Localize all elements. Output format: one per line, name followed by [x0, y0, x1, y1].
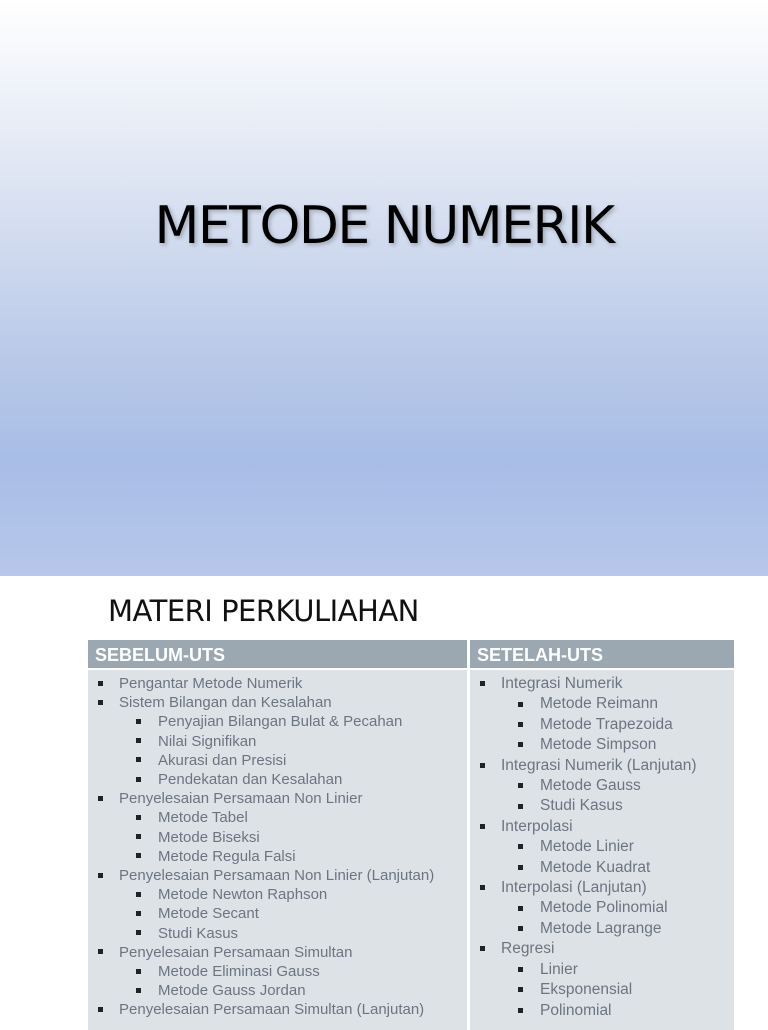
list-item: Eksponensial — [470, 980, 734, 1000]
list-item: Studi Kasus — [470, 796, 734, 816]
list-item: Metode Trapezoida — [470, 715, 734, 735]
after-uts-header: SETELAH-UTS — [470, 640, 734, 670]
after-uts-body — [470, 670, 734, 1030]
before-uts-column — [88, 640, 467, 1030]
list-item: Penyelesaian Persamaan Simultan — [88, 943, 467, 962]
list-item: Metode Reimann — [470, 694, 734, 714]
list-item: Studi Kasus — [88, 924, 467, 943]
list-item: Metode Tabel — [88, 808, 467, 827]
list-item: Pendekatan dan Kesalahan — [88, 770, 467, 789]
content-slide — [0, 576, 768, 1024]
list-item: Polinomial — [470, 1001, 734, 1021]
list-item: Penyajian Bilangan Bulat & Pecahan — [88, 712, 467, 731]
list-item: Metode Gauss — [470, 776, 734, 796]
before-uts-header: SEBELUM-UTS — [88, 640, 467, 670]
list-item: Interpolasi — [470, 817, 734, 837]
syllabus-table — [88, 640, 734, 1030]
list-item: Integrasi Numerik (Lanjutan) — [470, 756, 734, 776]
list-item: Metode Lagrange — [470, 919, 734, 939]
list-item: Penyelesaian Persamaan Simultan (Lanjutan) — [88, 1000, 467, 1019]
list-item: Sistem Bilangan dan Kesalahan — [88, 693, 467, 712]
list-item: Nilai Signifikan — [88, 732, 467, 751]
before-uts-body — [88, 670, 467, 1030]
list-item: Penyelesaian Persamaan Non Linier — [88, 789, 467, 808]
list-item: Penyelesaian Persamaan Non Linier (Lanjutan) — [88, 866, 467, 885]
list-item: Metode Polinomial — [470, 898, 734, 918]
list-item: Metode Eliminasi Gauss — [88, 962, 467, 981]
list-item: Linier — [470, 960, 734, 980]
list-item: Metode Regula Falsi — [88, 847, 467, 866]
list-item: Metode Biseksi — [88, 828, 467, 847]
list-item: Interpolasi (Lanjutan) — [470, 878, 734, 898]
list-item: Integrasi Numerik — [470, 674, 734, 694]
list-item: Regresi — [470, 939, 734, 959]
after-uts-column — [470, 640, 734, 1030]
before-uts-list — [88, 674, 467, 1020]
list-item: Pengantar Metode Numerik — [88, 674, 467, 693]
list-item: Metode Secant — [88, 904, 467, 923]
list-item: Akurasi dan Presisi — [88, 751, 467, 770]
slide-heading: MATERI PERKULIAHAN — [108, 594, 419, 628]
list-item: Metode Gauss Jordan — [88, 981, 467, 1000]
list-item: Metode Newton Raphson — [88, 885, 467, 904]
list-item: Metode Linier — [470, 837, 734, 857]
list-item: Metode Simpson — [470, 735, 734, 755]
after-uts-list — [470, 674, 734, 1021]
slide-title: METODE NUMERIK — [154, 196, 614, 256]
list-item: Metode Kuadrat — [470, 858, 734, 878]
